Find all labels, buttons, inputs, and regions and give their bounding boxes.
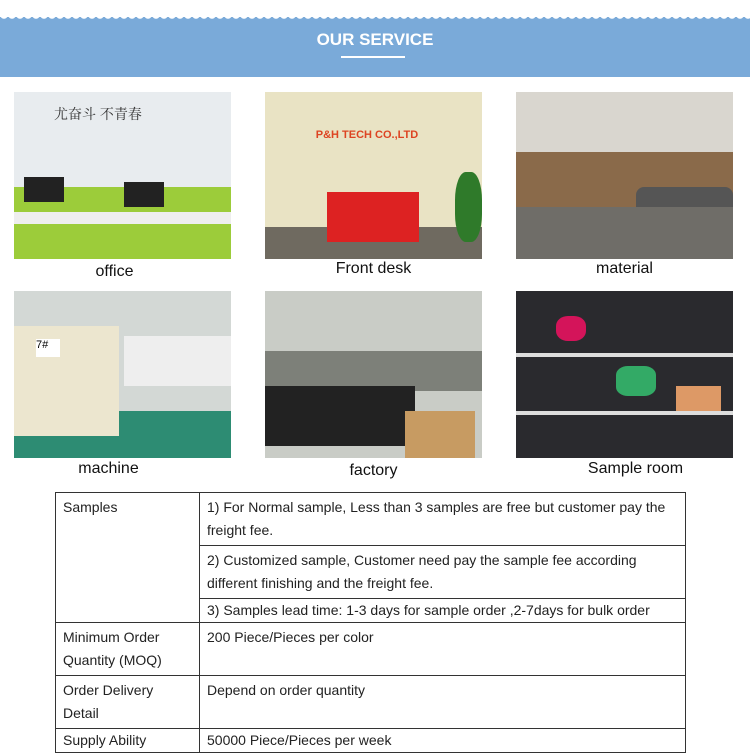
title-underline (341, 56, 405, 58)
table-row (56, 623, 686, 676)
service-table (55, 492, 686, 753)
caption-office: office (95, 263, 134, 280)
office-photo: 尤奋斗 不青春 (14, 92, 231, 259)
caption-front-desk: Front desk (335, 260, 412, 277)
row-label: Minimum Order Quantity (MOQ) (56, 623, 200, 676)
section-banner (0, 17, 750, 77)
row-value: 200 Piece/Pieces per color (200, 623, 686, 676)
factory-photo (265, 291, 482, 458)
machine-photo: 7# (14, 291, 231, 458)
material-photo (516, 92, 733, 259)
row-label: Samples (56, 493, 200, 623)
row-value: 3) Samples lead time: 1-3 days for sample order ,2-7days for bulk order (200, 599, 686, 623)
company-sign: P&H TECH CO.,LTD (315, 129, 419, 141)
row-label: Order Delivery Detail (56, 676, 200, 729)
caption-machine: machine (78, 460, 139, 477)
row-label: Supply Ability (56, 729, 200, 753)
caption-material: material (596, 260, 653, 277)
table-row (56, 729, 686, 753)
row-value: 1) For Normal sample, Less than 3 samples are free but customer pay the freight fee. (200, 493, 686, 546)
section-title: OUR SERVICE (316, 30, 434, 49)
row-value: Depend on order quantity (200, 676, 686, 729)
row-value: 2) Customized sample, Customer need pay the sample fee according different finishing and the freight fee. (200, 546, 686, 599)
sample-room-photo (516, 291, 733, 458)
caption-sample-room: Sample room (587, 460, 684, 477)
table-row (56, 493, 686, 546)
caption-factory: factory (349, 462, 398, 479)
front-desk-photo (265, 92, 482, 259)
row-value: 50000 Piece/Pieces per week (200, 729, 686, 753)
table-row (56, 676, 686, 729)
